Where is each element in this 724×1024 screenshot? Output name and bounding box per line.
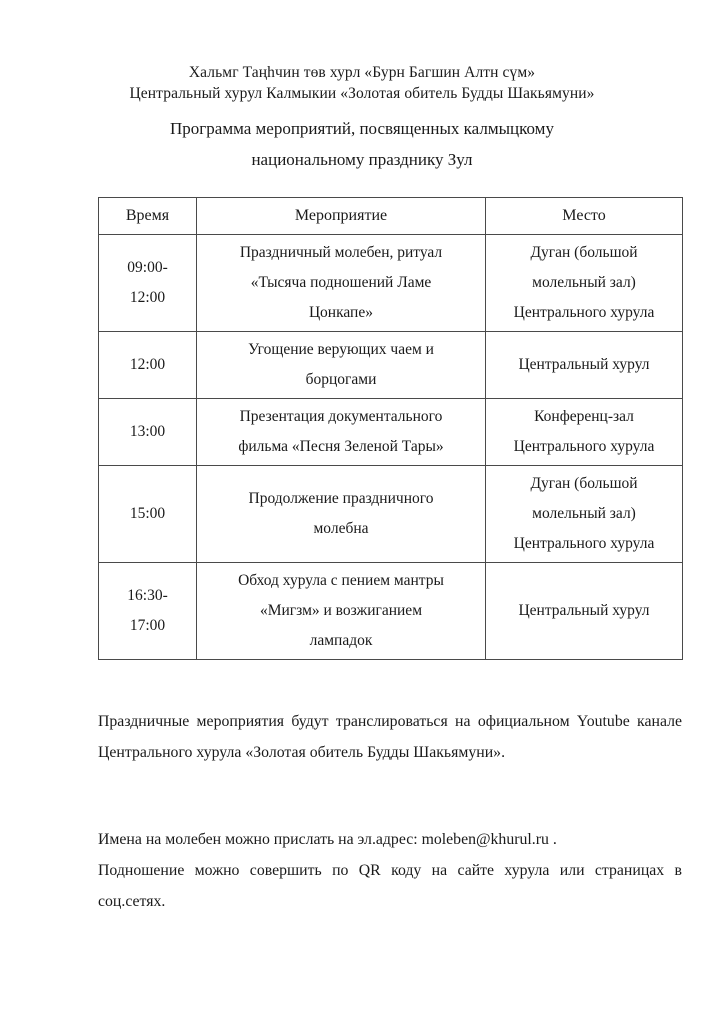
place-line: Дуган (большой: [530, 475, 638, 492]
table-row: [99, 563, 683, 660]
cell-place: [486, 399, 683, 466]
paragraph-broadcast: Праздничные мероприятия будут транслироваться на официальном Youtube канале Центрального хурула «Золотая обитель Будды Шакьямуни».: [98, 713, 682, 761]
event-line: Праздничный молебен, ритуал: [239, 244, 443, 261]
event-line: борцогами: [305, 371, 377, 388]
cell-place: [486, 466, 683, 563]
place-line: Центрального хурула: [513, 535, 655, 552]
place-line: Центрального хурула: [513, 304, 655, 321]
place-line: Центрального хурула: [513, 438, 655, 455]
cell-time: [99, 563, 197, 660]
event-line: лампадок: [309, 632, 373, 649]
event-line: Цонкапе»: [309, 304, 373, 321]
event-line: Обход хурула с пением мантры: [238, 572, 444, 589]
cell-place: [486, 235, 683, 332]
cell-place: [486, 563, 683, 660]
event-line: «Мигзм» и возжиганием: [259, 602, 423, 619]
event-line: «Тысяча подношений Ламе: [250, 274, 432, 291]
table-header-row: [99, 198, 683, 235]
event-line: Продолжение праздничного: [248, 490, 434, 507]
table-row: [99, 332, 683, 399]
page-title-line-2: национальному празднику Зул: [251, 150, 473, 169]
paragraph-email-note: Имена на молебен можно прислать на эл.адрес: moleben@khurul.ru .: [98, 831, 557, 848]
column-header-event: Мероприятие: [197, 198, 486, 235]
event-line: молебна: [313, 520, 369, 537]
event-line: Презентация документального: [239, 408, 443, 425]
cell-time: [99, 399, 197, 466]
page-title-line-1: Программа мероприятий, посвященных калмыцкому: [170, 119, 554, 138]
cell-time: [99, 332, 197, 399]
cell-event: [197, 563, 486, 660]
place-line: молельный зал): [532, 505, 636, 522]
time-line: 15:00: [129, 505, 166, 522]
cell-event: [197, 399, 486, 466]
place-line: Дуган (большой: [530, 244, 638, 261]
place-line: Центральный хурул: [518, 602, 650, 619]
paragraph-offering-note: Подношение можно совершить по QR коду на сайте хурула или страницах в соц.сетях.: [98, 862, 682, 910]
document-heading: [98, 62, 626, 175]
cell-place: [486, 332, 683, 399]
column-header-time: Время: [99, 198, 197, 235]
cell-event: [197, 332, 486, 399]
place-line: молельный зал): [532, 274, 636, 291]
cell-time: [99, 466, 197, 563]
place-line: Конференц-зал: [534, 408, 634, 425]
column-header-place: Место: [486, 198, 683, 235]
table-row: [99, 466, 683, 563]
time-line: 09:00-: [127, 259, 168, 276]
schedule-table: [98, 197, 683, 660]
time-line: 17:00: [129, 617, 166, 634]
cell-event: [197, 466, 486, 563]
cell-event: [197, 235, 486, 332]
organization-name-russian: Центральный хурул Калмыкии «Золотая обитель Будды Шакьямуни»: [129, 85, 595, 102]
table-row: [99, 235, 683, 332]
event-line: Угощение верующих чаем и: [248, 341, 434, 358]
cell-time: [99, 235, 197, 332]
event-line: фильма «Песня Зеленой Тары»: [238, 438, 444, 455]
time-line: 12:00: [129, 356, 166, 373]
time-line: 16:30-: [127, 587, 168, 604]
organization-name-kalmyk: Хальмг Таңһчин төв хурл «Бурн Багшин Алтн сүм»: [188, 64, 536, 81]
table-row: [99, 399, 683, 466]
place-line: Центральный хурул: [518, 356, 650, 373]
time-line: 13:00: [129, 423, 166, 440]
time-line: 12:00: [129, 289, 166, 306]
